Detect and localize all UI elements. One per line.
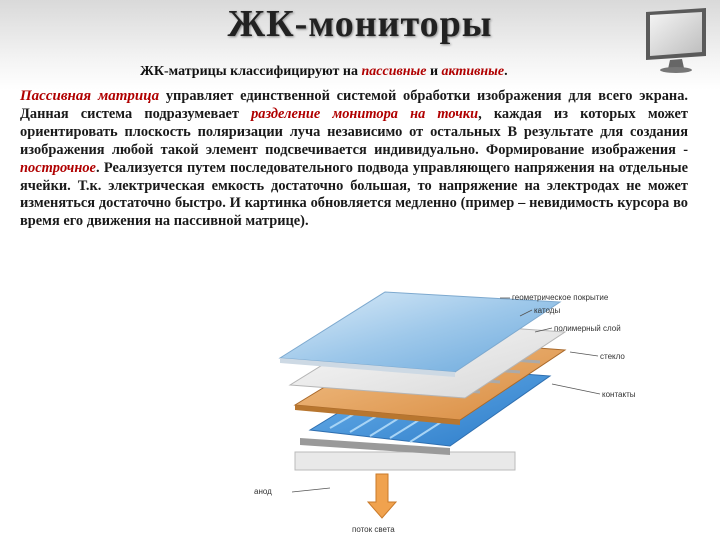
label-light-flow: поток света: [352, 525, 395, 534]
arrow-down-icon: [368, 474, 396, 518]
monitor-icon: [640, 6, 712, 76]
term-line-by-line: построчное: [20, 159, 96, 176]
subtitle-prefix: ЖК-матрицы классифицируют на: [140, 64, 362, 79]
label-glass: стекло: [600, 352, 625, 361]
base-layer: [295, 452, 515, 470]
term-passive: пассивные: [361, 64, 427, 79]
label-polymer: полимерный слой: [554, 324, 621, 333]
term-active: активные: [441, 64, 505, 79]
paragraph-text-1: управляет единственной системой обработки изображения для всего экрана. Данная система подразумевает: [20, 88, 688, 122]
subtitle: [140, 64, 508, 80]
label-coating: геометрическое покрытие: [512, 293, 609, 302]
page-title: ЖК-мониторы: [227, 3, 493, 45]
label-anode: анод: [254, 487, 272, 496]
paragraph-text-2: , каждая из которых может ориентировать плоскость поляризации луча независимо от остальных В результате для создания изображения любой такой элемент подсвечивается индивидуально. Формирование изображения -: [20, 105, 688, 158]
subtitle-suffix: .: [504, 64, 508, 79]
paragraph-text-3: . Реализуется путем последовательного подвода управляющего напряжения на отдельные ячейки. Т.к. электрическая емкость достаточно большая, то напряжение на электродах не может изменяться достаточно быстро. И картинка обновляется медленно (пример – невидимость курсора во время его движения на пассивной матрице).: [20, 159, 688, 230]
subtitle-and: и: [426, 64, 442, 79]
term-passive-matrix: Пассивная матрица: [20, 88, 160, 104]
label-cathodes: катоды: [534, 306, 561, 315]
term-dot-division: разделение монитора на точки: [251, 105, 479, 122]
body-paragraph: [20, 88, 688, 231]
label-contacts: контакты: [602, 390, 636, 399]
lcd-layers-diagram: [180, 280, 700, 540]
